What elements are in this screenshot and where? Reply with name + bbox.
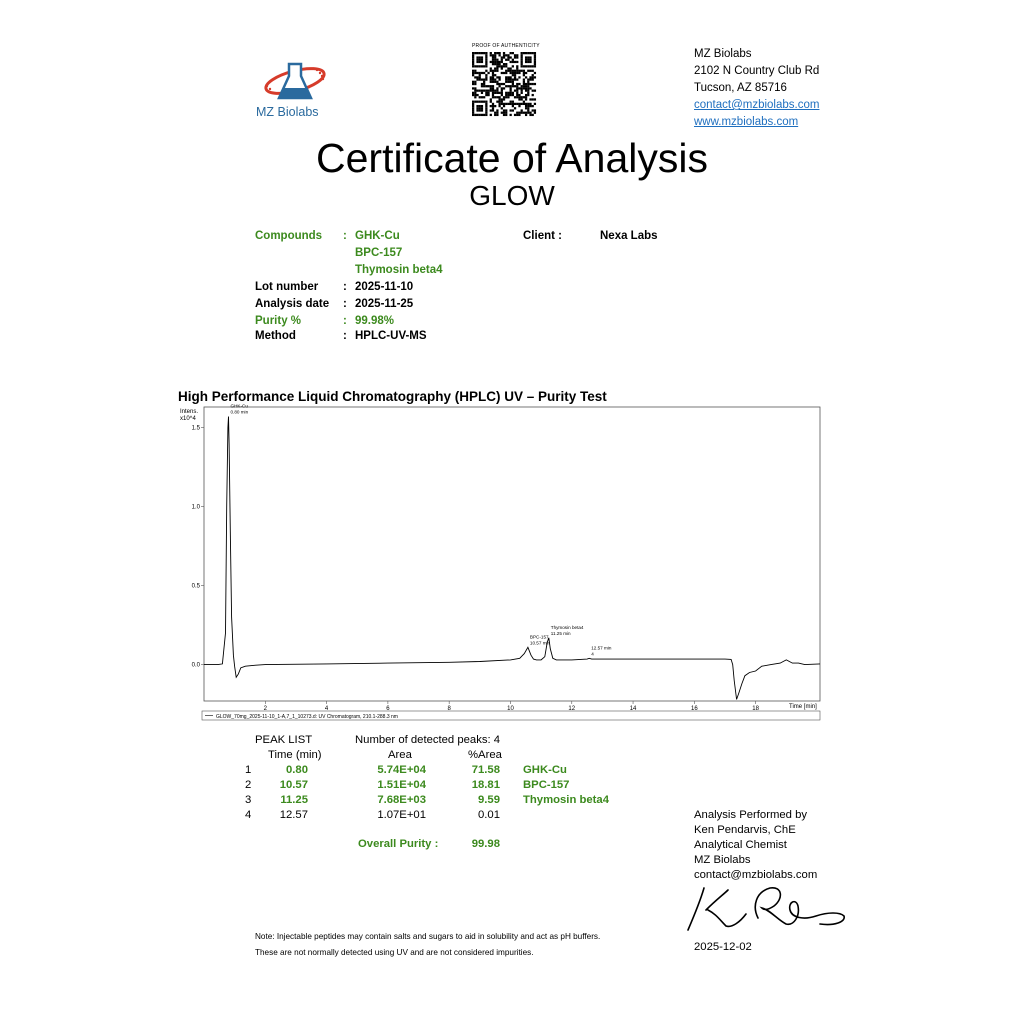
analyst-line: Analysis Performed by [694,809,808,821]
logo-text: MZ Biolabs [256,105,319,119]
compound-3: Thymosin beta4 [355,264,443,276]
qr-code[interactable] [472,52,536,116]
client-value: Nexa Labs [600,230,658,242]
analyst-line: MZ Biolabs [694,854,751,866]
hplc-chromatogram [178,403,824,724]
peak-annotation: 10.57 min [529,640,551,646]
footnote-line: These are not normally detected using UV and are not considered impurities. [255,948,534,957]
y-tick-label: 0.5 [191,583,200,590]
overall-purity-value: 99.98 [471,838,500,850]
lot-value: 2025-11-10 [355,281,414,293]
qr-caption: PROOF OF AUTHENTICITY [472,43,540,49]
peak-time: 11.25 [280,794,308,806]
analyst-line: contact@mzbiolabs.com [694,869,818,881]
lot-label: Lot number [255,281,319,293]
colon: : [343,315,347,327]
peak-compound: GHK-Cu [523,764,567,776]
peak-area: 5.74E+04 [377,764,426,776]
header-pct-area: %Area [468,749,502,761]
x-tick-label: 6 [386,706,390,712]
address-line: 2102 N Country Club Rd [694,65,820,77]
client-label: Client : [523,230,562,242]
compound-1: GHK-Cu [355,230,400,242]
peak-pct: 71.58 [471,764,500,776]
purity-label: Purity % [255,315,302,327]
method-label: Method [255,330,296,342]
x-tick-label: 10 [507,706,514,712]
y-axis-unit: x10^4 [180,416,196,422]
website-link[interactable]: www.mzbiolabs.com [694,116,799,128]
company-address [694,46,819,131]
peak-row-number: 3 [245,794,252,806]
x-tick-label: 8 [447,706,451,712]
footnote-line: Note: Injectable peptides may contain salts and sugars to aid in solubility and act as pH buffers. [255,932,601,941]
compounds-label: Compounds [255,230,323,242]
y-tick-label: 0.0 [191,662,200,669]
peak-annotation: 4 [591,651,594,657]
peak-annotation: 12.57 min [591,645,612,651]
analyst-block [694,808,817,883]
peak-area: 1.07E+01 [377,809,426,821]
analysis-date-value: 2025-11-25 [355,298,414,310]
peak-row-number: 2 [245,779,252,791]
colon: : [343,298,347,310]
peak-pct: 18.81 [471,779,500,791]
peak-time: 0.80 [286,764,308,776]
x-tick-label: 12 [568,706,576,712]
purity-value: 99.98% [355,315,395,327]
x-tick-label: 18 [752,706,759,712]
product-name: GLOW [469,180,555,211]
y-tick-label: 1.5 [191,425,200,432]
peak-area: 7.68E+03 [377,794,426,806]
peak-annotation: BPC-157 [529,634,549,640]
x-tick-label: 14 [629,706,637,712]
peak-compound: BPC-157 [523,779,570,791]
x-tick-label: 2 [263,706,267,712]
peak-annotation: Thymosin beta4 [550,624,584,630]
peak-pct: 9.59 [478,794,500,806]
address-line: Tucson, AZ 85716 [694,82,787,94]
document-title: Certificate of Analysis [316,135,708,181]
method-value: HPLC-UV-MS [355,330,427,342]
uv-trace [204,417,820,700]
x-tick-label: 16 [691,706,698,712]
peak-annotation: GHK-Cu [230,403,248,409]
colon: : [343,230,347,242]
analyst-line: Ken Pendarvis, ChE [694,824,796,836]
address-line: MZ Biolabs [694,48,752,60]
peak-pct: 0.01 [478,809,500,821]
analyst-signature [686,884,846,936]
analysis-date-label: Analysis date [255,298,330,310]
compound-2: BPC-157 [355,247,403,259]
peak-row-number: 4 [245,809,252,821]
peak-annotation: 11.25 min [550,630,571,636]
peak-row-number: 1 [245,764,252,776]
chart-legend: GLOW_70mg_2025-11-10_1-A,7_1_10273.d: UV Chromatogram, 210.1-288.3 nm [216,714,398,720]
peak-list-title: PEAK LIST [255,734,313,746]
peak-time: 10.57 [279,779,308,791]
signature-date: 2025-12-02 [694,941,752,953]
peak-area: 1.51E+04 [377,779,426,791]
x-tick-label: 4 [324,706,329,712]
email-link[interactable]: contact@mzbiolabs.com [694,99,820,111]
detected-peaks-label: Number of detected peaks: 4 [355,734,501,746]
analyst-line: Analytical Chemist [694,839,787,851]
y-tick-label: 1.0 [191,504,200,511]
footnote [255,929,600,961]
plot-frame [204,407,820,701]
header-time: Time (min) [268,749,322,761]
colon: : [343,281,347,293]
peak-annotation: 0.80 min [230,409,249,415]
hplc-title: High Performance Liquid Chromatography (HPLC) UV – Purity Test [178,389,607,404]
y-axis-label: Intens. [180,409,199,415]
header-area: Area [388,749,412,761]
peak-time: 12.57 [279,809,308,821]
peak-compound: Thymosin beta4 [523,794,610,806]
colon: : [343,330,347,342]
x-axis-label: Time [min] [789,704,817,710]
overall-purity-label: Overall Purity : [358,838,439,850]
